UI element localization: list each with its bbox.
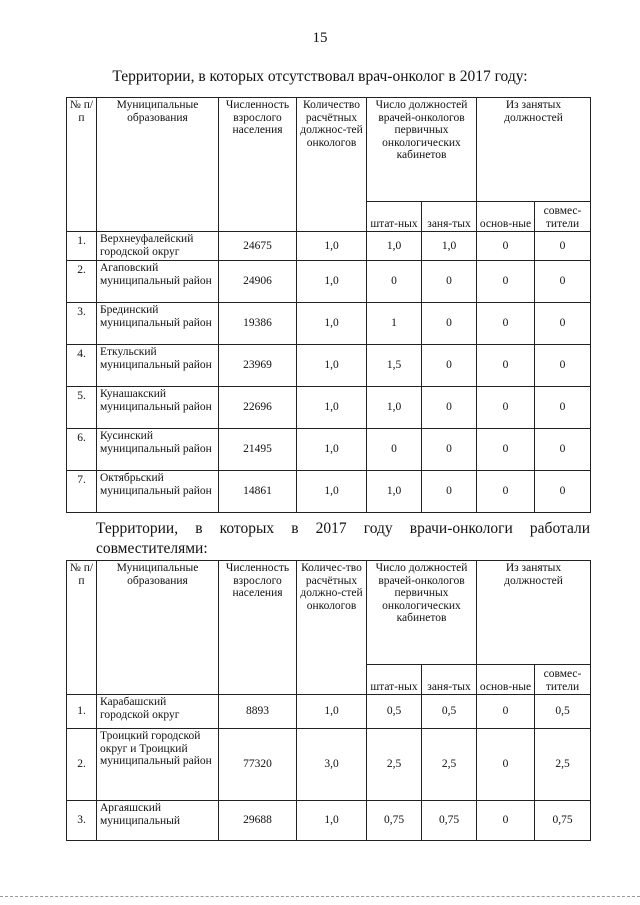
row-positions: 1,0	[297, 303, 367, 345]
header-municipality: Муниципальные образования	[97, 98, 219, 232]
row-municipality: Октябрьский муниципальный район	[97, 471, 219, 513]
row-staff: 1,0	[367, 471, 422, 513]
row-positions: 1,0	[297, 801, 367, 841]
row-part-time: 0	[535, 429, 591, 471]
row-filled: 0,75	[422, 801, 477, 841]
row-positions: 1,0	[297, 387, 367, 429]
row-population: 21495	[219, 429, 297, 471]
row-main: 0	[477, 801, 535, 841]
row-staff: 0,75	[367, 801, 422, 841]
row-municipality: Троицкий городской округ и Троицкий муниципальный район	[97, 729, 219, 801]
row-staff: 1	[367, 303, 422, 345]
row-positions: 1,0	[297, 429, 367, 471]
header-primary-cabinets: Число должностей врачей-онкологов первичных онкологических кабинетов	[367, 98, 477, 202]
row-municipality: Карабашский городской округ	[97, 695, 219, 729]
table-row	[67, 471, 591, 513]
header-part-time: совмес-тители	[535, 202, 591, 232]
row-part-time: 2,5	[535, 729, 591, 801]
row-population: 19386	[219, 303, 297, 345]
row-number: 4.	[67, 345, 97, 387]
row-part-time: 0	[535, 261, 591, 303]
row-main: 0	[477, 729, 535, 801]
header-main: основ-ные	[477, 202, 535, 232]
row-number: 1.	[67, 232, 97, 261]
oncologist-absent-table	[66, 97, 591, 513]
table-row	[67, 429, 591, 471]
row-population: 24675	[219, 232, 297, 261]
row-positions: 1,0	[297, 695, 367, 729]
row-part-time: 0	[535, 387, 591, 429]
header-municipality: Муниципальные образования	[97, 561, 219, 695]
header-filled: заня-тых	[422, 665, 477, 695]
table-row	[67, 387, 591, 429]
table-row	[67, 303, 591, 345]
row-municipality: Аргаяшский муниципальный	[97, 801, 219, 841]
row-number: 7.	[67, 471, 97, 513]
row-part-time: 0	[535, 471, 591, 513]
row-positions: 1,0	[297, 471, 367, 513]
row-population: 8893	[219, 695, 297, 729]
header-staff: штат-ных	[367, 665, 422, 695]
row-municipality: Еткульский муниципальный район	[97, 345, 219, 387]
table-row	[67, 801, 591, 841]
row-population: 29688	[219, 801, 297, 841]
row-number: 2.	[67, 261, 97, 303]
table-row	[67, 232, 591, 261]
header-positions: Количес-тво расчётных должно-стей онкологов	[297, 561, 367, 695]
row-municipality: Верхнеуфалейский городской округ	[97, 232, 219, 261]
row-municipality: Кунашакский муниципальный район	[97, 387, 219, 429]
row-staff: 1,5	[367, 345, 422, 387]
row-municipality: Кусинский муниципальный район	[97, 429, 219, 471]
row-main: 0	[477, 303, 535, 345]
row-main: 0	[477, 387, 535, 429]
row-staff: 1,0	[367, 232, 422, 261]
row-filled: 1,0	[422, 232, 477, 261]
page-bottom-divider	[0, 896, 640, 897]
row-main: 0	[477, 261, 535, 303]
header-part-time: совмес-тители	[535, 665, 591, 695]
row-staff: 2,5	[367, 729, 422, 801]
row-part-time: 0	[535, 232, 591, 261]
row-population: 77320	[219, 729, 297, 801]
row-filled: 0	[422, 471, 477, 513]
header-positions: Количество расчётных должнос-тей онкологов	[297, 98, 367, 232]
row-number: 5.	[67, 387, 97, 429]
row-filled: 0	[422, 345, 477, 387]
row-municipality: Агаповский муниципальный район	[97, 261, 219, 303]
row-filled: 0,5	[422, 695, 477, 729]
table-row	[67, 695, 591, 729]
row-filled: 0	[422, 261, 477, 303]
header-population: Численность взрослого населения	[219, 561, 297, 695]
row-main: 0	[477, 345, 535, 387]
row-main: 0	[477, 232, 535, 261]
section2-heading: Территории, в которых в 2017 году врачи-онкологи работали совместителями:	[96, 520, 590, 557]
row-filled: 2,5	[422, 729, 477, 801]
row-staff: 0,5	[367, 695, 422, 729]
row-filled: 0	[422, 387, 477, 429]
row-filled: 0	[422, 303, 477, 345]
header-num: № п/п	[67, 98, 97, 232]
header-primary-cabinets: Число должностей врачей-онкологов первичных онкологических кабинетов	[367, 561, 477, 665]
row-staff: 0	[367, 261, 422, 303]
row-positions: 1,0	[297, 261, 367, 303]
header-occupied: Из занятых должностей	[477, 561, 591, 665]
section1-heading: Территории, в которых отсутствовал врач-онколог в 2017 году:	[112, 68, 528, 85]
row-number: 3.	[67, 303, 97, 345]
header-num: № п/п	[67, 561, 97, 695]
table-row	[67, 261, 591, 303]
row-part-time: 0,75	[535, 801, 591, 841]
row-staff: 1,0	[367, 387, 422, 429]
row-part-time: 0,5	[535, 695, 591, 729]
row-number: 2.	[67, 729, 97, 801]
row-number: 3.	[67, 801, 97, 841]
header-population: Численность взрослого населения	[219, 98, 297, 232]
row-main: 0	[477, 695, 535, 729]
page-number: 15	[312, 30, 328, 46]
row-staff: 0	[367, 429, 422, 471]
header-staff: штат-ных	[367, 202, 422, 232]
row-part-time: 0	[535, 345, 591, 387]
row-positions: 3,0	[297, 729, 367, 801]
table-row	[67, 729, 591, 801]
row-main: 0	[477, 471, 535, 513]
row-main: 0	[477, 429, 535, 471]
row-positions: 1,0	[297, 345, 367, 387]
row-municipality: Брединский муниципальный район	[97, 303, 219, 345]
row-number: 6.	[67, 429, 97, 471]
row-population: 23969	[219, 345, 297, 387]
row-number: 1.	[67, 695, 97, 729]
row-population: 22696	[219, 387, 297, 429]
row-positions: 1,0	[297, 232, 367, 261]
row-part-time: 0	[535, 303, 591, 345]
row-population: 24906	[219, 261, 297, 303]
row-filled: 0	[422, 429, 477, 471]
row-population: 14861	[219, 471, 297, 513]
header-occupied: Из занятых должностей	[477, 98, 591, 202]
header-main: основ-ные	[477, 665, 535, 695]
header-filled: заня-тых	[422, 202, 477, 232]
table-row	[67, 345, 591, 387]
part-time-oncologist-table	[66, 560, 591, 841]
